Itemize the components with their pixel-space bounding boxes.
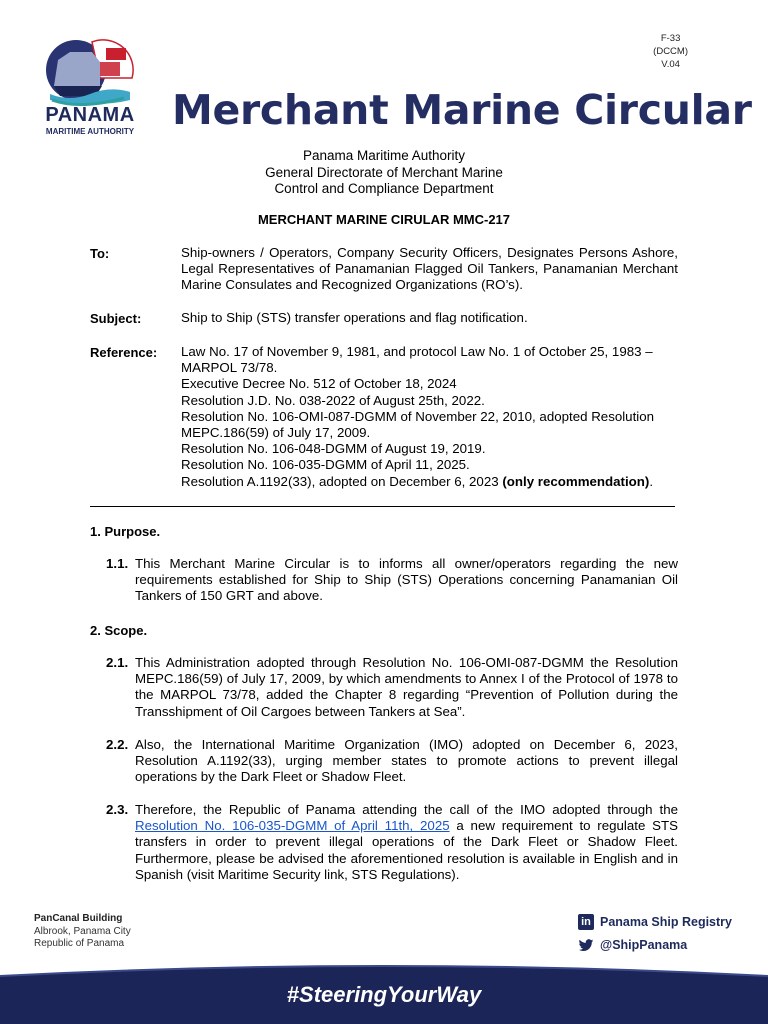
section-heading-purpose: 1. Purpose. (90, 524, 161, 539)
subject-text: Ship to Ship (STS) transfer operations and flag notification. (181, 310, 528, 325)
reference-line: MARPOL 73/78. (181, 360, 278, 376)
page-title: Merchant Marine Circular (172, 86, 752, 134)
resolution-link[interactable]: Resolution No. 106-035-DGMM of April 11th, 2025 (135, 818, 450, 834)
form-code-line: F-33 (660, 33, 681, 44)
divider (90, 506, 675, 507)
org-line: General Directorate of Merchant Marine (265, 164, 503, 180)
form-code-line: V.04 (661, 59, 680, 70)
linkedin-icon: in (578, 914, 594, 930)
reference-line: Resolution No. 106-035-DGMM of April 11, 2025. (181, 457, 470, 473)
item-text: This Merchant Marine Circular is to informs all owner/operators regarding the new requirements established for Ship to Ship (STS) Operations concerning Panamanian Oil Tankers of 150 GRT and above. (135, 556, 678, 604)
linkedin-link[interactable] (578, 910, 732, 933)
address-line: Albrook, Panama City (34, 925, 131, 937)
item-1-1 (106, 556, 678, 605)
issuing-organization (0, 148, 768, 198)
recommendation-note: (only recommendation) (502, 473, 650, 489)
item-text: Therefore, the Republic of Panama attending the call of the IMO adopted through the Resolution No. 106-035-DGMM of April 11th, 2025 a new requirement to regulate STS transfers in order to prevent illegal operations of the Dark Fleet or Shadow Fleet. Furthermore, please be advised the aforementioned resolution is available in English and in Spanish (visit Maritime Security link, STS Regulations). (135, 802, 678, 882)
to-recipients: Ship-owners / Operators, Company Security Officers, Designates Persons Ashore, Legal Representatives of Panamanian Flagged Oil Tankers, Panamanian Merchant Marine Consulates and Recognized Organizations (RO’s). (181, 245, 678, 293)
reference-line: Executive Decree No. 512 of October 18, 2024 (181, 376, 457, 392)
item-2-1 (106, 655, 678, 720)
item-2-3 (106, 802, 678, 883)
item-2-2 (106, 737, 678, 786)
item-number: 1.1. (106, 556, 129, 571)
social-links (578, 910, 732, 956)
reference-line: Resolution No. 106-OMI-087-DGMM of November 22, 2010, adopted Resolution (181, 408, 655, 424)
hashtag-slogan: #SteeringYourWay (286, 982, 482, 1007)
circular-id: MERCHANT MARINE CIRULAR MMC-217 (257, 212, 511, 227)
org-line: Control and Compliance Department (274, 181, 494, 196)
linkedin-label: Panama Ship Registry (600, 914, 732, 929)
org-line: Panama Maritime Authority (302, 148, 466, 163)
section-heading-scope: 2. Scope. (90, 623, 148, 638)
item-text: This Administration adopted through Resolution No. 106-OMI-087-DGMM the Resolution MEPC.186(59) of July 17, 2009, by which amendments to Annex I of the Protocol of 1978 to the MARPOL 73/78, added the Chapter 8 regarding “Prevention of Pollution during the Transshipment of Oil Cargoes between Tankers at Sea”. (135, 655, 678, 719)
twitter-link[interactable] (578, 933, 732, 956)
item-number: 2.1. (106, 655, 129, 670)
address-line: Republic of Panama (34, 938, 125, 949)
twitter-label: @ShipPanama (600, 937, 688, 952)
form-code-line: (DCCM) (653, 46, 688, 57)
address-line: PanCanal Building (34, 913, 123, 924)
twitter-bird-icon (578, 937, 594, 953)
item-number: 2.3. (106, 802, 129, 817)
reference-line-last: Resolution A.1192(33), adopted on December 6, 2023 (only recommendation). (181, 473, 654, 489)
reference-line: Law No. 17 of November 9, 1981, and protocol Law No. 1 of October 25, 1983 – (181, 344, 653, 359)
subject-label: Subject: (90, 311, 142, 326)
item-number: 2.2. (106, 737, 129, 752)
reference-line: Resolution No. 106-048-DGMM of August 19, 2019. (181, 441, 486, 457)
footer-address (34, 913, 131, 951)
form-code (653, 32, 688, 71)
to-label: To: (90, 246, 110, 261)
reference-line: MEPC.186(59) of July 17, 2009. (181, 425, 371, 441)
reference-line: Resolution J.D. No. 038-2022 of August 25th, 2022. (181, 392, 485, 408)
logo-subtitle: MARITIME AUTHORITY (45, 127, 135, 136)
reference-label: Reference: (90, 345, 158, 360)
logo-wordmark: PANAMA (45, 104, 135, 126)
item-text: Also, the International Maritime Organization (IMO) adopted on December 6, 2023, Resolution A.1192(33), urging member states to promote actions to prevent illegal operations by the Dark Fleet or Shadow Fleet. (135, 737, 678, 785)
reference-list (181, 344, 678, 490)
